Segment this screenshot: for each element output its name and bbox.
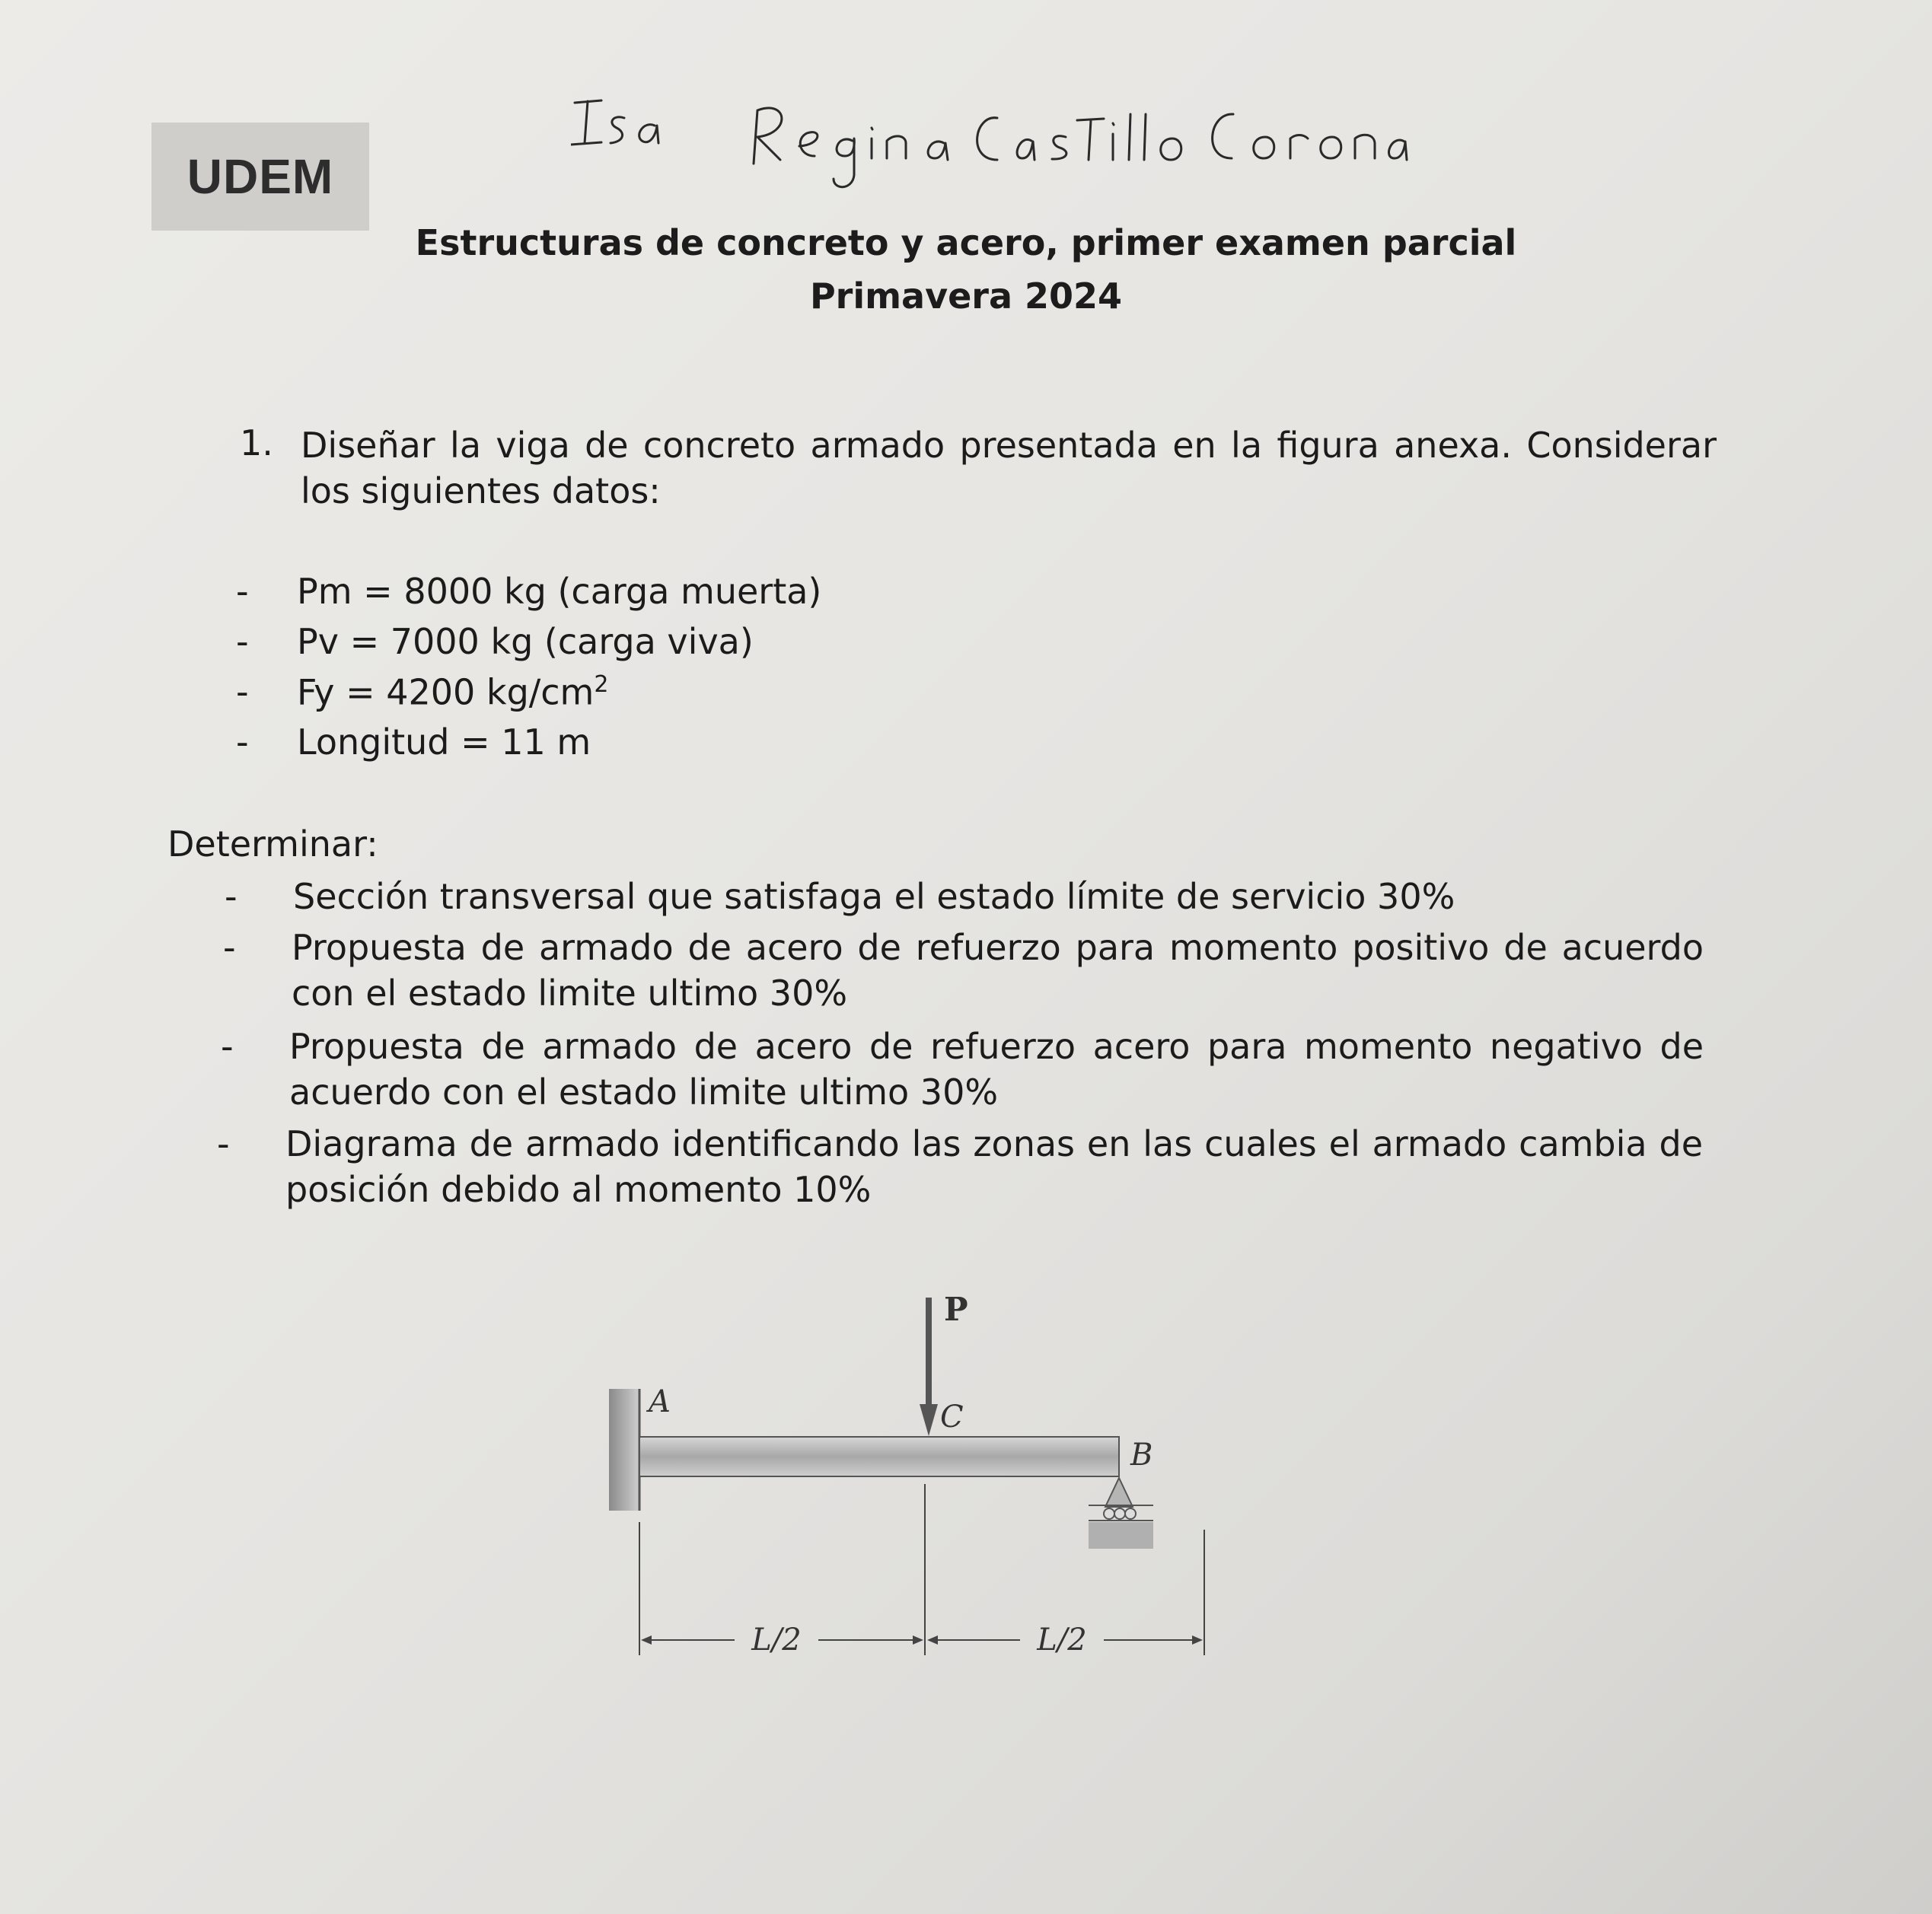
load-label: P [944, 1291, 968, 1328]
determinar-label: Determinar: [167, 823, 378, 865]
beam [639, 1437, 1119, 1476]
data-pm: Pm = 8000 kg (carga muerta) [297, 571, 822, 612]
list-dash: - [223, 927, 236, 968]
data-fy-text: Fy = 4200 kg/cm [297, 671, 595, 713]
list-dash: - [236, 671, 249, 712]
span-right-label: L/2 [1037, 1623, 1087, 1658]
data-pv: Pv = 7000 kg (carga viva) [297, 621, 754, 662]
exam-term: Primavera 2024 [809, 275, 1123, 317]
exam-title: Estructuras de concreto y acero, primer examen parcial [415, 222, 1517, 263]
list-dash: - [236, 721, 249, 763]
udem-logo [151, 123, 369, 231]
list-dash: - [225, 876, 238, 917]
task-item [225, 874, 1709, 919]
task-text: Diagrama de armado identificando las zonas en las cuales el armado cambia de posición debido al momento 10% [285, 1123, 1703, 1210]
list-dash: - [236, 621, 249, 662]
beam-figure [601, 1279, 1286, 1674]
task-item [217, 1121, 1703, 1212]
list-dash: - [217, 1123, 230, 1164]
roller-support [1089, 1478, 1153, 1549]
task-item [223, 925, 1704, 1016]
list-dash: - [236, 571, 249, 612]
question-text: Diseñar la viga de concreto armado presentada en la figura anexa. Considerar los siguientes datos: [301, 425, 1717, 511]
task-item [221, 1024, 1704, 1115]
question-number: 1. [240, 422, 273, 463]
list-dash: - [221, 1026, 234, 1067]
point-b-label: B [1130, 1438, 1153, 1473]
logo-text: UDEM [187, 149, 334, 204]
data-longitud: Longitud = 11 m [297, 721, 591, 763]
point-c-label: C [940, 1400, 964, 1435]
task-text: Sección transversal que satisfaga el estado límite de servicio 30% [293, 876, 1455, 917]
handwritten-student-name [571, 84, 1408, 198]
load-arrow [920, 1298, 938, 1436]
fixed-support [609, 1389, 639, 1511]
point-a-label: A [649, 1384, 671, 1419]
data-fy [297, 671, 608, 712]
data-fy-exponent: 2 [594, 671, 609, 698]
task-text: Propuesta de armado de acero de refuerzo para momento positivo de acuerdo con el estado limite ultimo 30% [292, 927, 1704, 1014]
task-text: Propuesta de armado de acero de refuerzo acero para momento negativo de acuerdo con el estado limite ultimo 30% [289, 1026, 1704, 1113]
span-left-label: L/2 [751, 1623, 802, 1658]
